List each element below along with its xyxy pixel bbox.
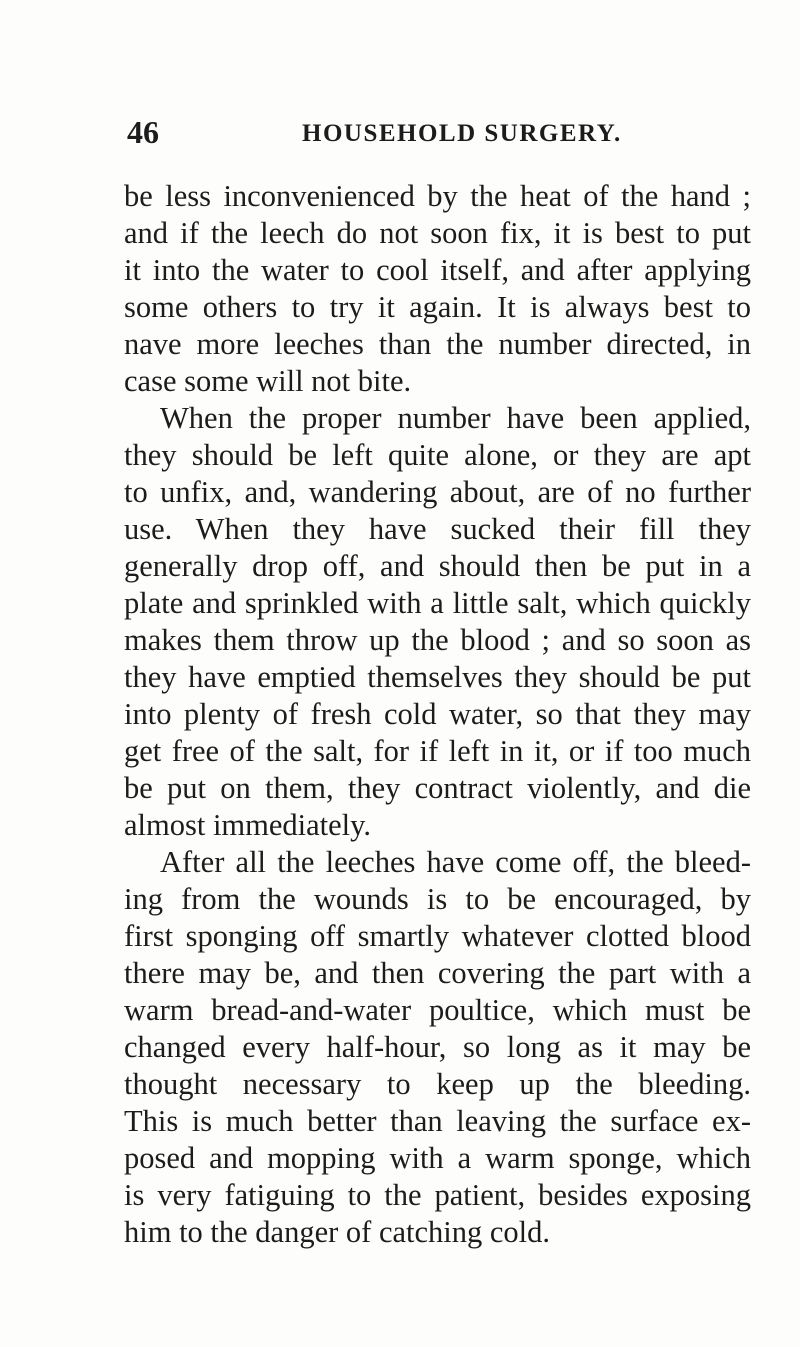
text-line: changed every half-hour, so long as it may be	[124, 1030, 751, 1064]
text-line: him to the danger of catching cold.	[124, 1215, 551, 1249]
text-line: When the proper number have been applied,	[160, 401, 751, 435]
text-line: is very fatiguing to the patient, besides exposing	[124, 1178, 751, 1212]
text-line: posed and mopping with a warm sponge, which	[124, 1141, 751, 1175]
text-line: there may be, and then covering the part with a	[124, 956, 751, 990]
text-line: they should be left quite alone, or they are apt	[124, 438, 751, 472]
text-line: This is much better than leaving the surface ex-	[124, 1104, 751, 1138]
text-line: plate and sprinkled with a little salt, which quickly	[124, 586, 751, 620]
text-line: they have emptied themselves they should be put	[124, 660, 751, 694]
text-line: warm bread-and-water poultice, which must be	[124, 993, 751, 1027]
text-line: After all the leeches have come off, the bleed-	[160, 845, 751, 879]
text-line: almost immediately.	[124, 808, 372, 842]
text-line: case some will not bite.	[124, 364, 412, 398]
text-line: generally drop off, and should then be put in a	[124, 549, 751, 583]
text-line: first sponging off smartly whatever clotted blood	[124, 919, 751, 953]
text-line: to unfix, and, wandering about, are of no further	[124, 475, 751, 509]
text-line: ing from the wounds is to be encouraged, by	[124, 882, 751, 916]
running-head	[127, 112, 747, 152]
text-line: be less inconvenienced by the heat of the hand ;	[124, 179, 751, 213]
running-title: HOUSEHOLD SURGERY.	[302, 120, 622, 147]
text-line: makes them throw up the blood ; and so soon as	[124, 623, 751, 657]
text-line: use. When they have sucked their fill they	[124, 512, 751, 546]
text-line: be put on them, they contract violently, and die	[124, 771, 751, 805]
page-number: 46	[127, 114, 159, 150]
text-line: nave more leeches than the number directed, in	[124, 327, 751, 361]
text-line: thought necessary to keep up the bleeding.	[124, 1067, 751, 1101]
text-line: and if the leech do not soon fix, it is best to put	[124, 216, 751, 250]
text-line: into plenty of fresh cold water, so that they may	[124, 697, 751, 731]
text-line: get free of the salt, for if left in it, or if too much	[124, 734, 751, 768]
body-text	[124, 178, 751, 1251]
text-line: it into the water to cool itself, and after applying	[124, 253, 751, 287]
text-line: some others to try it again. It is always best to	[124, 290, 751, 324]
